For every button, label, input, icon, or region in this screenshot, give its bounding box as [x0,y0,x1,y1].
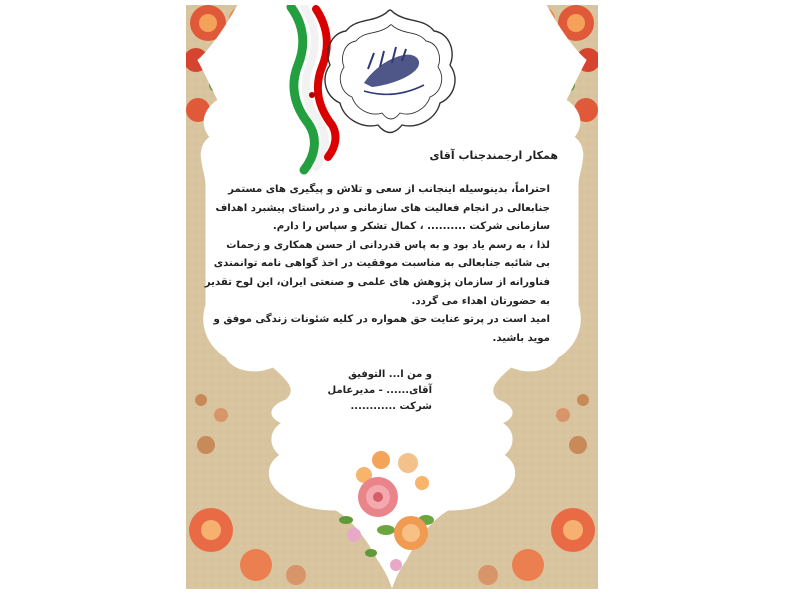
signature-line: آقای...... - مدیرعامل [327,385,432,396]
signature-line: شرکت ............ [350,401,432,412]
letter-body [205,181,550,348]
body-line: موید باشید. [492,332,550,344]
body-line: بی شائبه جنابعالی به مناسبت موفقیت در اخذ گواهی نامه توانمندی [213,258,550,270]
body-line: امید است در پرتو عنایت حق همواره در کلیه شئونات زندگی موفق و [213,314,550,326]
certificate-page [186,5,598,589]
body-line: به حضورتان اهداء می گردد. [411,295,550,307]
salutation: همکار ارجمندجناب آقای [429,149,558,162]
signature-line: و من ا... التوفیق [348,369,432,380]
signature-block [328,367,432,415]
body-line: سازمانی شرکت .......... ، کمال تشکر و سپاس را دارم. [272,221,550,233]
body-line: فناورانه از سازمان پژوهش های علمی و صنعتی ایران، این لوح تقدیر [204,276,550,288]
body-line: جنابعالی در انجام فعالیت های سازمانی و در راستای پیشبرد اهداف [215,202,550,214]
body-line: لذا ، به رسم یاد بود و به پاس قدردانی از حسن همکاری و زحمات [226,239,550,251]
body-line: احتراماً، بدینوسیله اینجانب از سعی و تلاش و پیگیری های مستمر [228,184,550,195]
